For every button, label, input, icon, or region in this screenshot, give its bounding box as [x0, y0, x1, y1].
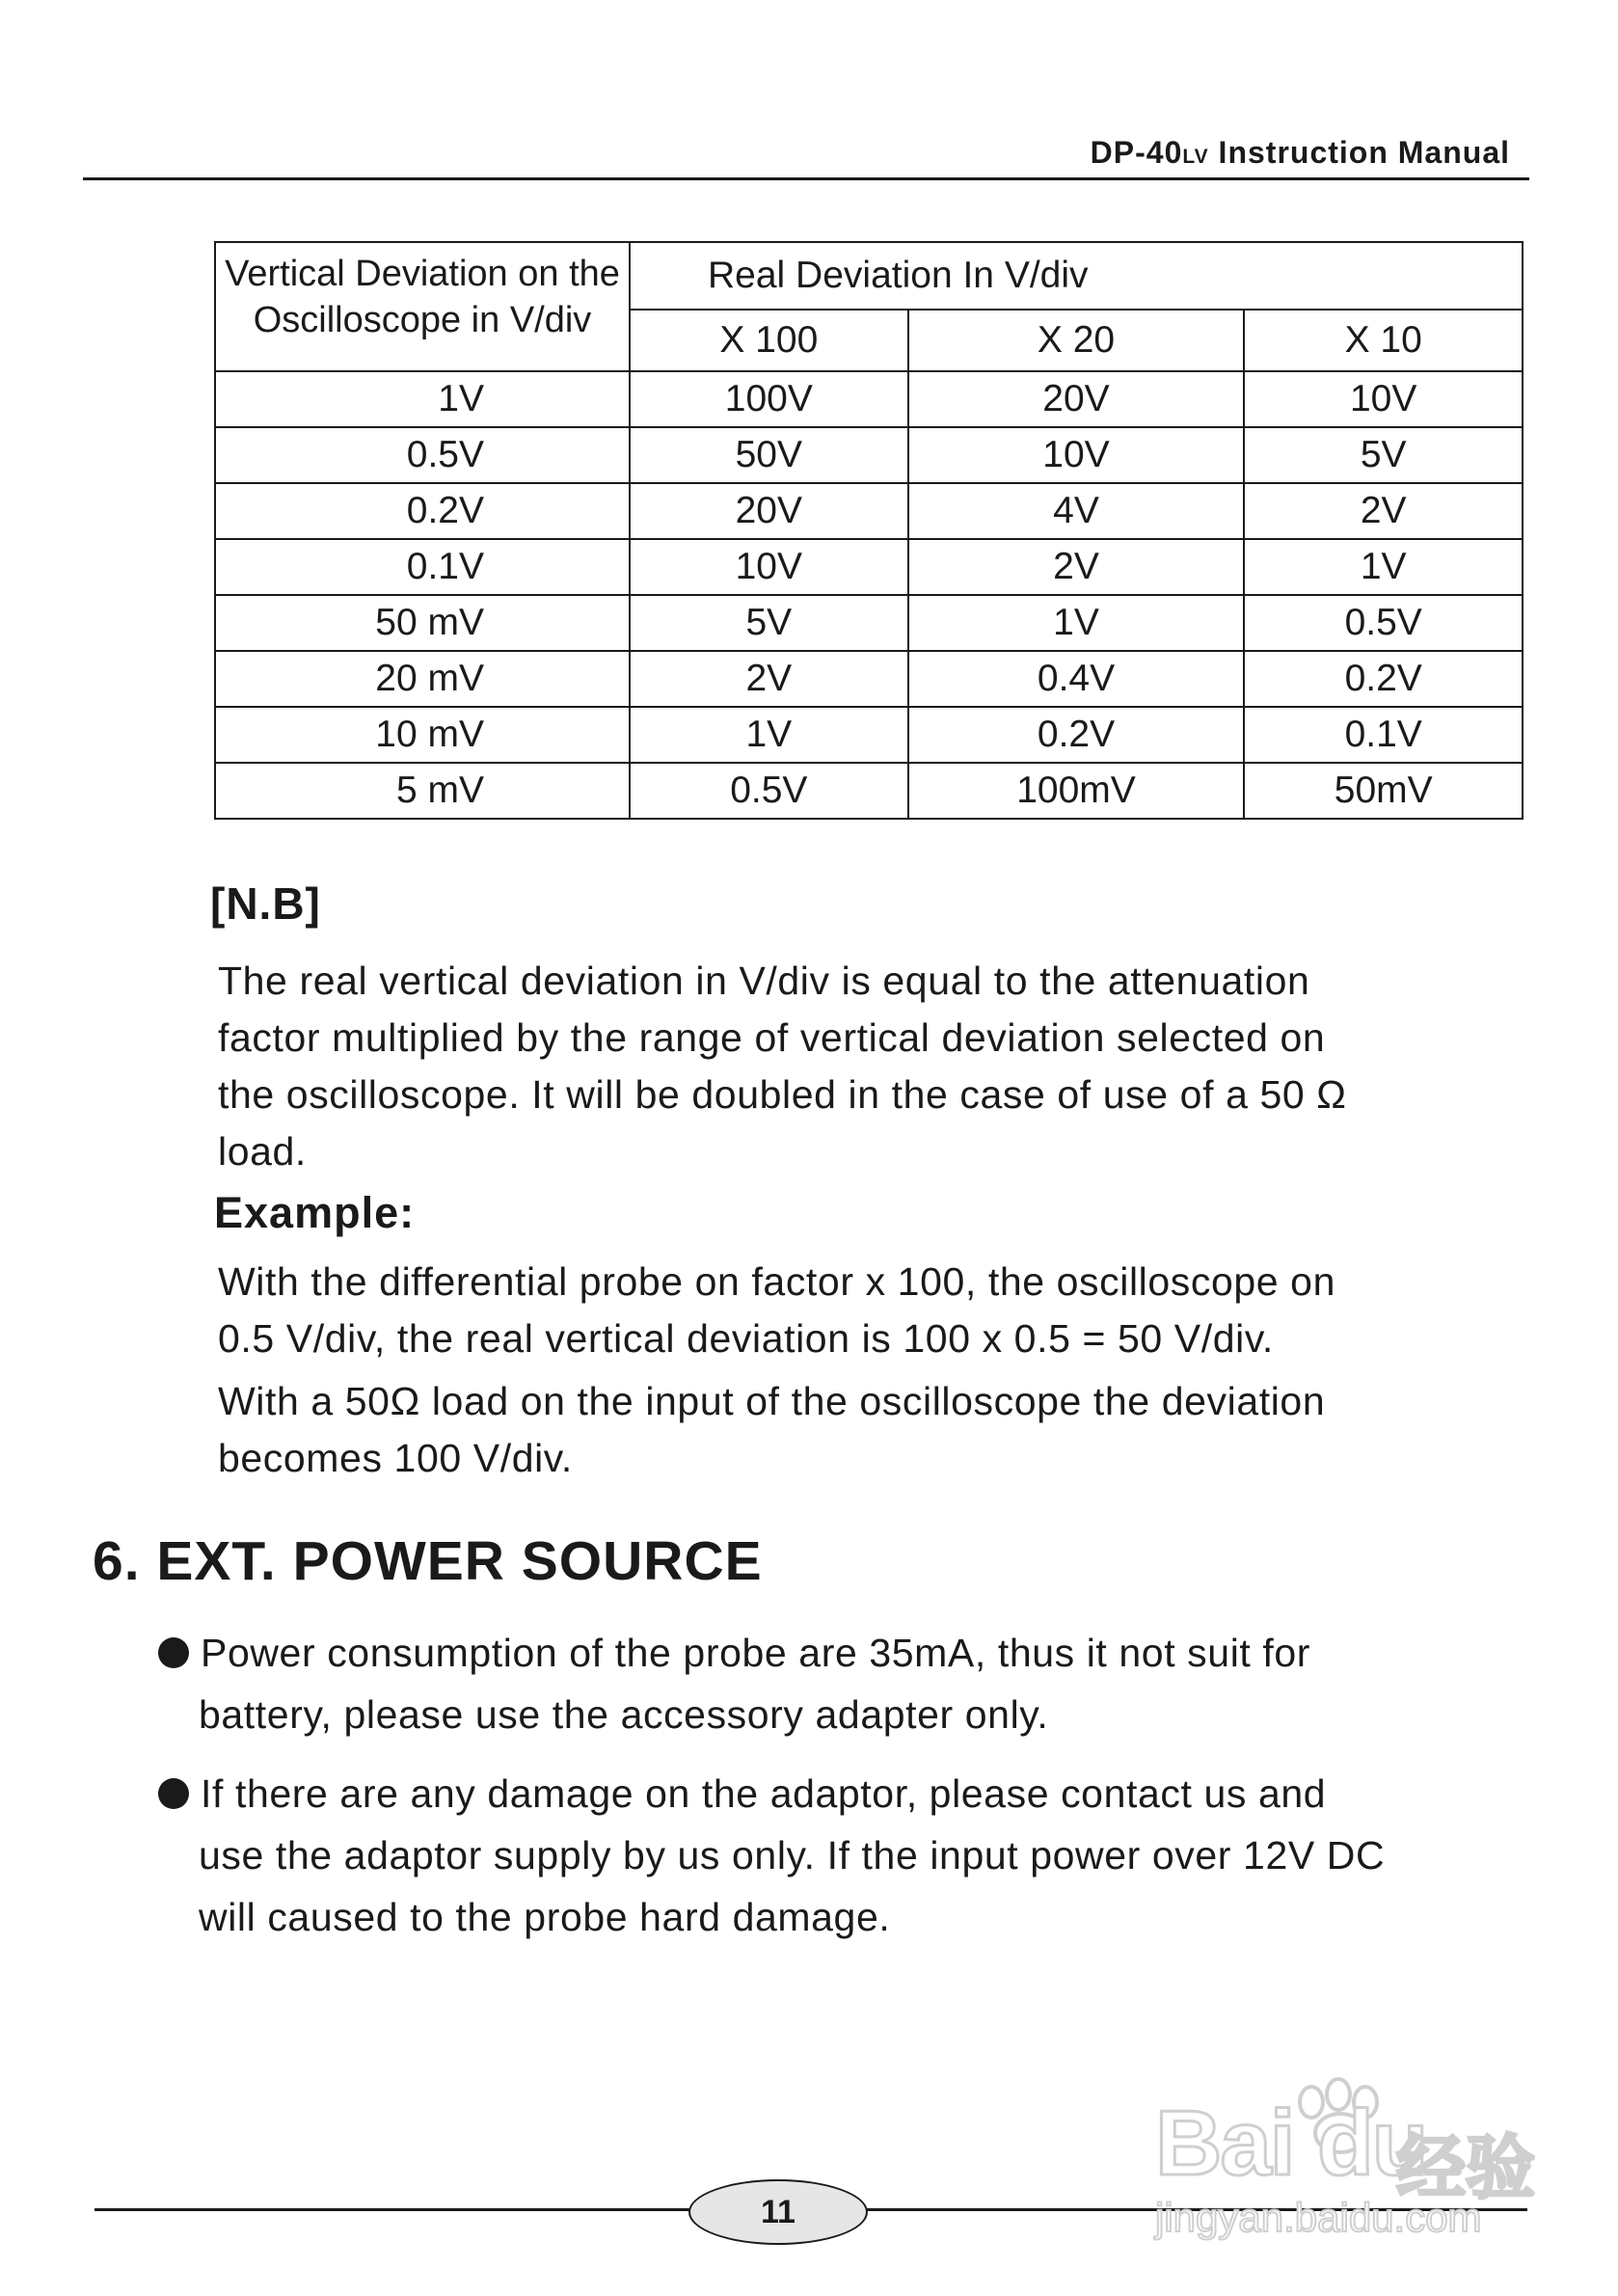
table-cell: 0.5V	[630, 763, 908, 819]
paragraph-line: With the differential probe on factor x 100, the oscilloscope on	[218, 1259, 1335, 1304]
watermark-url: jingyan.baidu.com	[1155, 2195, 1482, 2240]
deviation-table	[214, 241, 1524, 820]
paragraph-line: becomes 100 V/div.	[218, 1436, 573, 1480]
table-cell: 10V	[630, 539, 908, 595]
table-row	[215, 707, 1523, 763]
manual-title	[1091, 135, 1510, 171]
real-deviation-header: Real Deviation In V/div	[630, 242, 1523, 310]
header-line: Vertical Deviation on the	[225, 254, 620, 294]
table-cell: 5V	[630, 595, 908, 651]
table-cell: 10V	[1244, 371, 1523, 427]
example-heading: Example:	[214, 1188, 416, 1237]
nb-paragraph	[218, 953, 1500, 1180]
table-cell: 1V	[1244, 539, 1523, 595]
model-suffix: LV	[1182, 146, 1209, 168]
table-cell: 50mV	[1244, 763, 1523, 819]
bullet-dot-icon	[158, 1778, 189, 1809]
table-cell: 0.2V	[1244, 651, 1523, 707]
table-cell: 0.1V	[1244, 707, 1523, 763]
example-paragraph-2	[218, 1373, 1500, 1487]
bullet-text: Power consumption of the probe are 35mA, thus it not suit for	[201, 1631, 1311, 1675]
paragraph-line: the oscilloscope. It will be doubled in the case of use of a 50 Ω	[218, 1072, 1347, 1117]
table-row	[215, 371, 1523, 427]
table-cell: 20 mV	[215, 651, 630, 707]
table-row	[215, 763, 1523, 819]
table-cell: 5 mV	[215, 763, 630, 819]
table-cell: 1V	[630, 707, 908, 763]
table-cell: 2V	[1244, 483, 1523, 539]
column-header-x10: X 10	[1244, 310, 1523, 371]
nb-heading: [N.B]	[210, 878, 321, 929]
table-cell: 0.4V	[908, 651, 1245, 707]
table-cell: 0.5V	[215, 427, 630, 483]
table-cell: 100V	[630, 371, 908, 427]
table-cell: 50V	[630, 427, 908, 483]
table-row	[215, 651, 1523, 707]
table-cell: 20V	[908, 371, 1245, 427]
watermark-cn: 经验	[1396, 2130, 1536, 2207]
table-cell: 50 mV	[215, 595, 630, 651]
paragraph-line: With a 50Ω load on the input of the oscilloscope the deviation	[218, 1379, 1326, 1423]
header-divider	[83, 177, 1529, 180]
column-header-x100: X 100	[630, 310, 908, 371]
table-cell: 0.2V	[908, 707, 1245, 763]
table-row	[215, 483, 1523, 539]
table-cell: 10 mV	[215, 707, 630, 763]
table-row	[215, 539, 1523, 595]
watermark-brand: Bai du	[1155, 2092, 1427, 2195]
page-number: 11	[688, 2179, 868, 2245]
bullet-item	[158, 1763, 1537, 1948]
table-cell: 20V	[630, 483, 908, 539]
bullet-dot-icon	[158, 1637, 189, 1668]
table-cell: 2V	[908, 539, 1245, 595]
table-cell: 10V	[908, 427, 1245, 483]
table-cell: 5V	[1244, 427, 1523, 483]
model-name: DP-40	[1090, 135, 1183, 170]
example-paragraph	[218, 1254, 1500, 1367]
paragraph-line: 0.5 V/div, the real vertical deviation is 100 x 0.5 = 50 V/div.	[218, 1316, 1274, 1361]
bullet-text: use the adaptor supply by us only. If the input power over 12V DC	[199, 1833, 1386, 1877]
title-text: Instruction Manual	[1208, 135, 1510, 170]
table-cell: 0.2V	[215, 483, 630, 539]
table-row	[215, 595, 1523, 651]
header-line: Oscilloscope in V/div	[253, 300, 592, 340]
bullet-text: If there are any damage on the adaptor, please contact us and	[201, 1771, 1327, 1816]
column-header-x20: X 20	[908, 310, 1245, 371]
table-cell: 0.5V	[1244, 595, 1523, 651]
table-cell: 1V	[215, 371, 630, 427]
bullet-text: will caused to the probe hard damage.	[199, 1895, 891, 1939]
section-title: 6. EXT. POWER SOURCE	[93, 1530, 763, 1592]
table-cell: 2V	[630, 651, 908, 707]
paragraph-line: factor multiplied by the range of vertical deviation selected on	[218, 1015, 1326, 1060]
paragraph-line: load.	[218, 1129, 307, 1174]
table-cell: 100mV	[908, 763, 1245, 819]
bullet-item	[158, 1622, 1537, 1745]
table-header-row	[215, 242, 1523, 310]
paragraph-line: The real vertical deviation in V/div is equal to the attenuation	[218, 959, 1310, 1003]
table-cell: 4V	[908, 483, 1245, 539]
table-cell: 1V	[908, 595, 1245, 651]
oscilloscope-column-header	[215, 242, 630, 371]
table-cell: 0.1V	[215, 539, 630, 595]
table-row	[215, 427, 1523, 483]
bullet-text: battery, please use the accessory adapter only.	[199, 1692, 1049, 1737]
